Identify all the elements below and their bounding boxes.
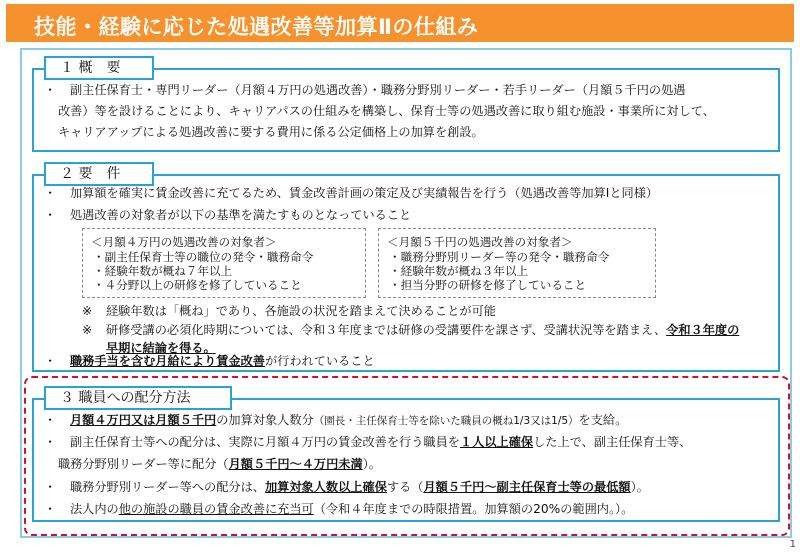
distribution-4-note: （令和４年度までの時限措置。加算額の20%の範囲内。）。 <box>313 502 634 516</box>
criteria-item: ・経験年数が概ね３年以上 <box>389 264 529 278</box>
title-bar <box>6 4 794 42</box>
note-training-emphasis: 令和３年度の <box>666 323 740 337</box>
note-training <box>106 320 739 340</box>
criteria-item: ・担当分野の研修を修了していること <box>389 278 587 292</box>
criteria-item: ・副主任保育士等の職位の発令・職務命令 <box>93 250 314 264</box>
bullet-marker: ・ <box>44 502 57 516</box>
distribution-3-range: 月額５千円～副主任保育士等の最低額 <box>423 480 631 494</box>
distribution-2-range: 月額５千円～４万円未満 <box>228 457 363 471</box>
distribution-4-text: 法人内の <box>70 502 119 516</box>
criteria-box-5000 <box>378 228 656 298</box>
bullet-marker: ・ <box>44 413 57 427</box>
bullet-marker: ・ <box>44 435 57 449</box>
section-requirements-label: ２ 要 件 <box>44 162 154 186</box>
distribution-1-note: （園長・主任保育士等を除いた職員の概ね1/3又は1/5） <box>313 415 579 427</box>
distribution-2-line-2 <box>58 454 381 474</box>
distribution-1-emphasis: 月額４万円又は月額５千円 <box>70 413 217 427</box>
distribution-4 <box>70 499 633 519</box>
requirement-3-text: が行われていること <box>265 354 375 368</box>
distribution-1 <box>70 410 627 431</box>
distribution-1-end: を支給。 <box>578 413 628 427</box>
overview-line-2: 改善）等を設けることにより、キャリアパスの仕組みを構築し、保育士等の処遇改善に取り組む施設・事業所に対して、 <box>58 104 715 118</box>
criteria-box-header: ＜月額４万円の処遇改善の対象者＞ <box>91 235 277 249</box>
requirement-1: 加算額を確実に賃金改善に充てるため、賃金改善計画の策定及び実績報告を行う（処遇改善等加算Ⅰと同様） <box>70 186 659 200</box>
bullet-marker: ・ <box>44 186 57 200</box>
bullet-marker: ・ <box>44 83 57 97</box>
distribution-2-text-cont: した上で、副主任保育士等、 <box>533 435 692 449</box>
distribution-3-end: ）。 <box>630 480 649 494</box>
criteria-item: ・経験年数が概ね７年以上 <box>93 264 233 278</box>
distribution-2-text-2: 職務分野別リーダー等に配分（ <box>58 457 229 471</box>
bullet-marker: ・ <box>44 208 57 222</box>
distribution-1-text: の加算対象人数分 <box>216 413 314 427</box>
bullet-marker: ・ <box>44 480 57 494</box>
note-training-conclusion: 早期に結論を得る。 <box>106 341 216 355</box>
note-marker: ※ <box>82 323 93 337</box>
requirement-3-emphasis: 職務手当を含む月給により賃金改善 <box>70 354 265 368</box>
criteria-box-40000 <box>82 228 366 298</box>
distribution-3-text: 職務分野別リーダー等への配分は、 <box>70 480 265 494</box>
page-number: 1 <box>789 539 796 550</box>
requirement-3 <box>70 351 375 371</box>
distribution-2-text: 副主任保育士等への配分は、実際に月額４万円の賃金改善を行う職員を <box>70 435 460 449</box>
distribution-2-line-1 <box>70 432 691 452</box>
page-title: 技能・経験に応じた処遇改善等加算Ⅱの仕組み <box>34 15 479 39</box>
section-overview-label: １ 概 要 <box>44 56 154 80</box>
distribution-3-emphasis: 加算対象人数以上確保 <box>265 480 387 494</box>
distribution-4-emphasis: 他の施設の職員の賃金改善に充当可 <box>118 502 314 516</box>
distribution-3-text-2: する（ <box>386 480 424 494</box>
distribution-2-end: ）。 <box>362 457 381 471</box>
criteria-item: ・職務分野別リーダー等の発令・職務命令 <box>389 250 610 264</box>
bullet-marker: ・ <box>44 354 57 368</box>
note-training-text: 研修受講の必須化時期については、令和３年度までは研修の受講要件を課さず、受講状況等を踏まえ、 <box>106 323 667 337</box>
overview-line-1: 副主任保育士・専門リーダー（月額４万円の処遇改善）・職務分野別リーダー・若手リーダー（月額５千円の処遇 <box>70 83 686 97</box>
note-marker: ※ <box>82 304 93 318</box>
criteria-item: ・４分野以上の研修を修了していること <box>93 278 302 292</box>
criteria-box-header: ＜月額５千円の処遇改善の対象者＞ <box>387 235 573 249</box>
overview-line-3: キャリアアップによる処遇改善に要する費用に係る公定価格上の加算を創設。 <box>58 125 484 139</box>
distribution-3 <box>70 477 649 497</box>
distribution-2-emphasis: １人以上確保 <box>460 435 534 449</box>
section-distribution-label: ３ 職員への配分方法 <box>44 386 232 410</box>
note-experience: 経験年数は「概ね」であり、各施設の状況を踏まえて決めることが可能 <box>106 304 496 318</box>
requirement-2: 処遇改善の対象者が以下の基準を満たすものとなっていること <box>70 208 412 222</box>
